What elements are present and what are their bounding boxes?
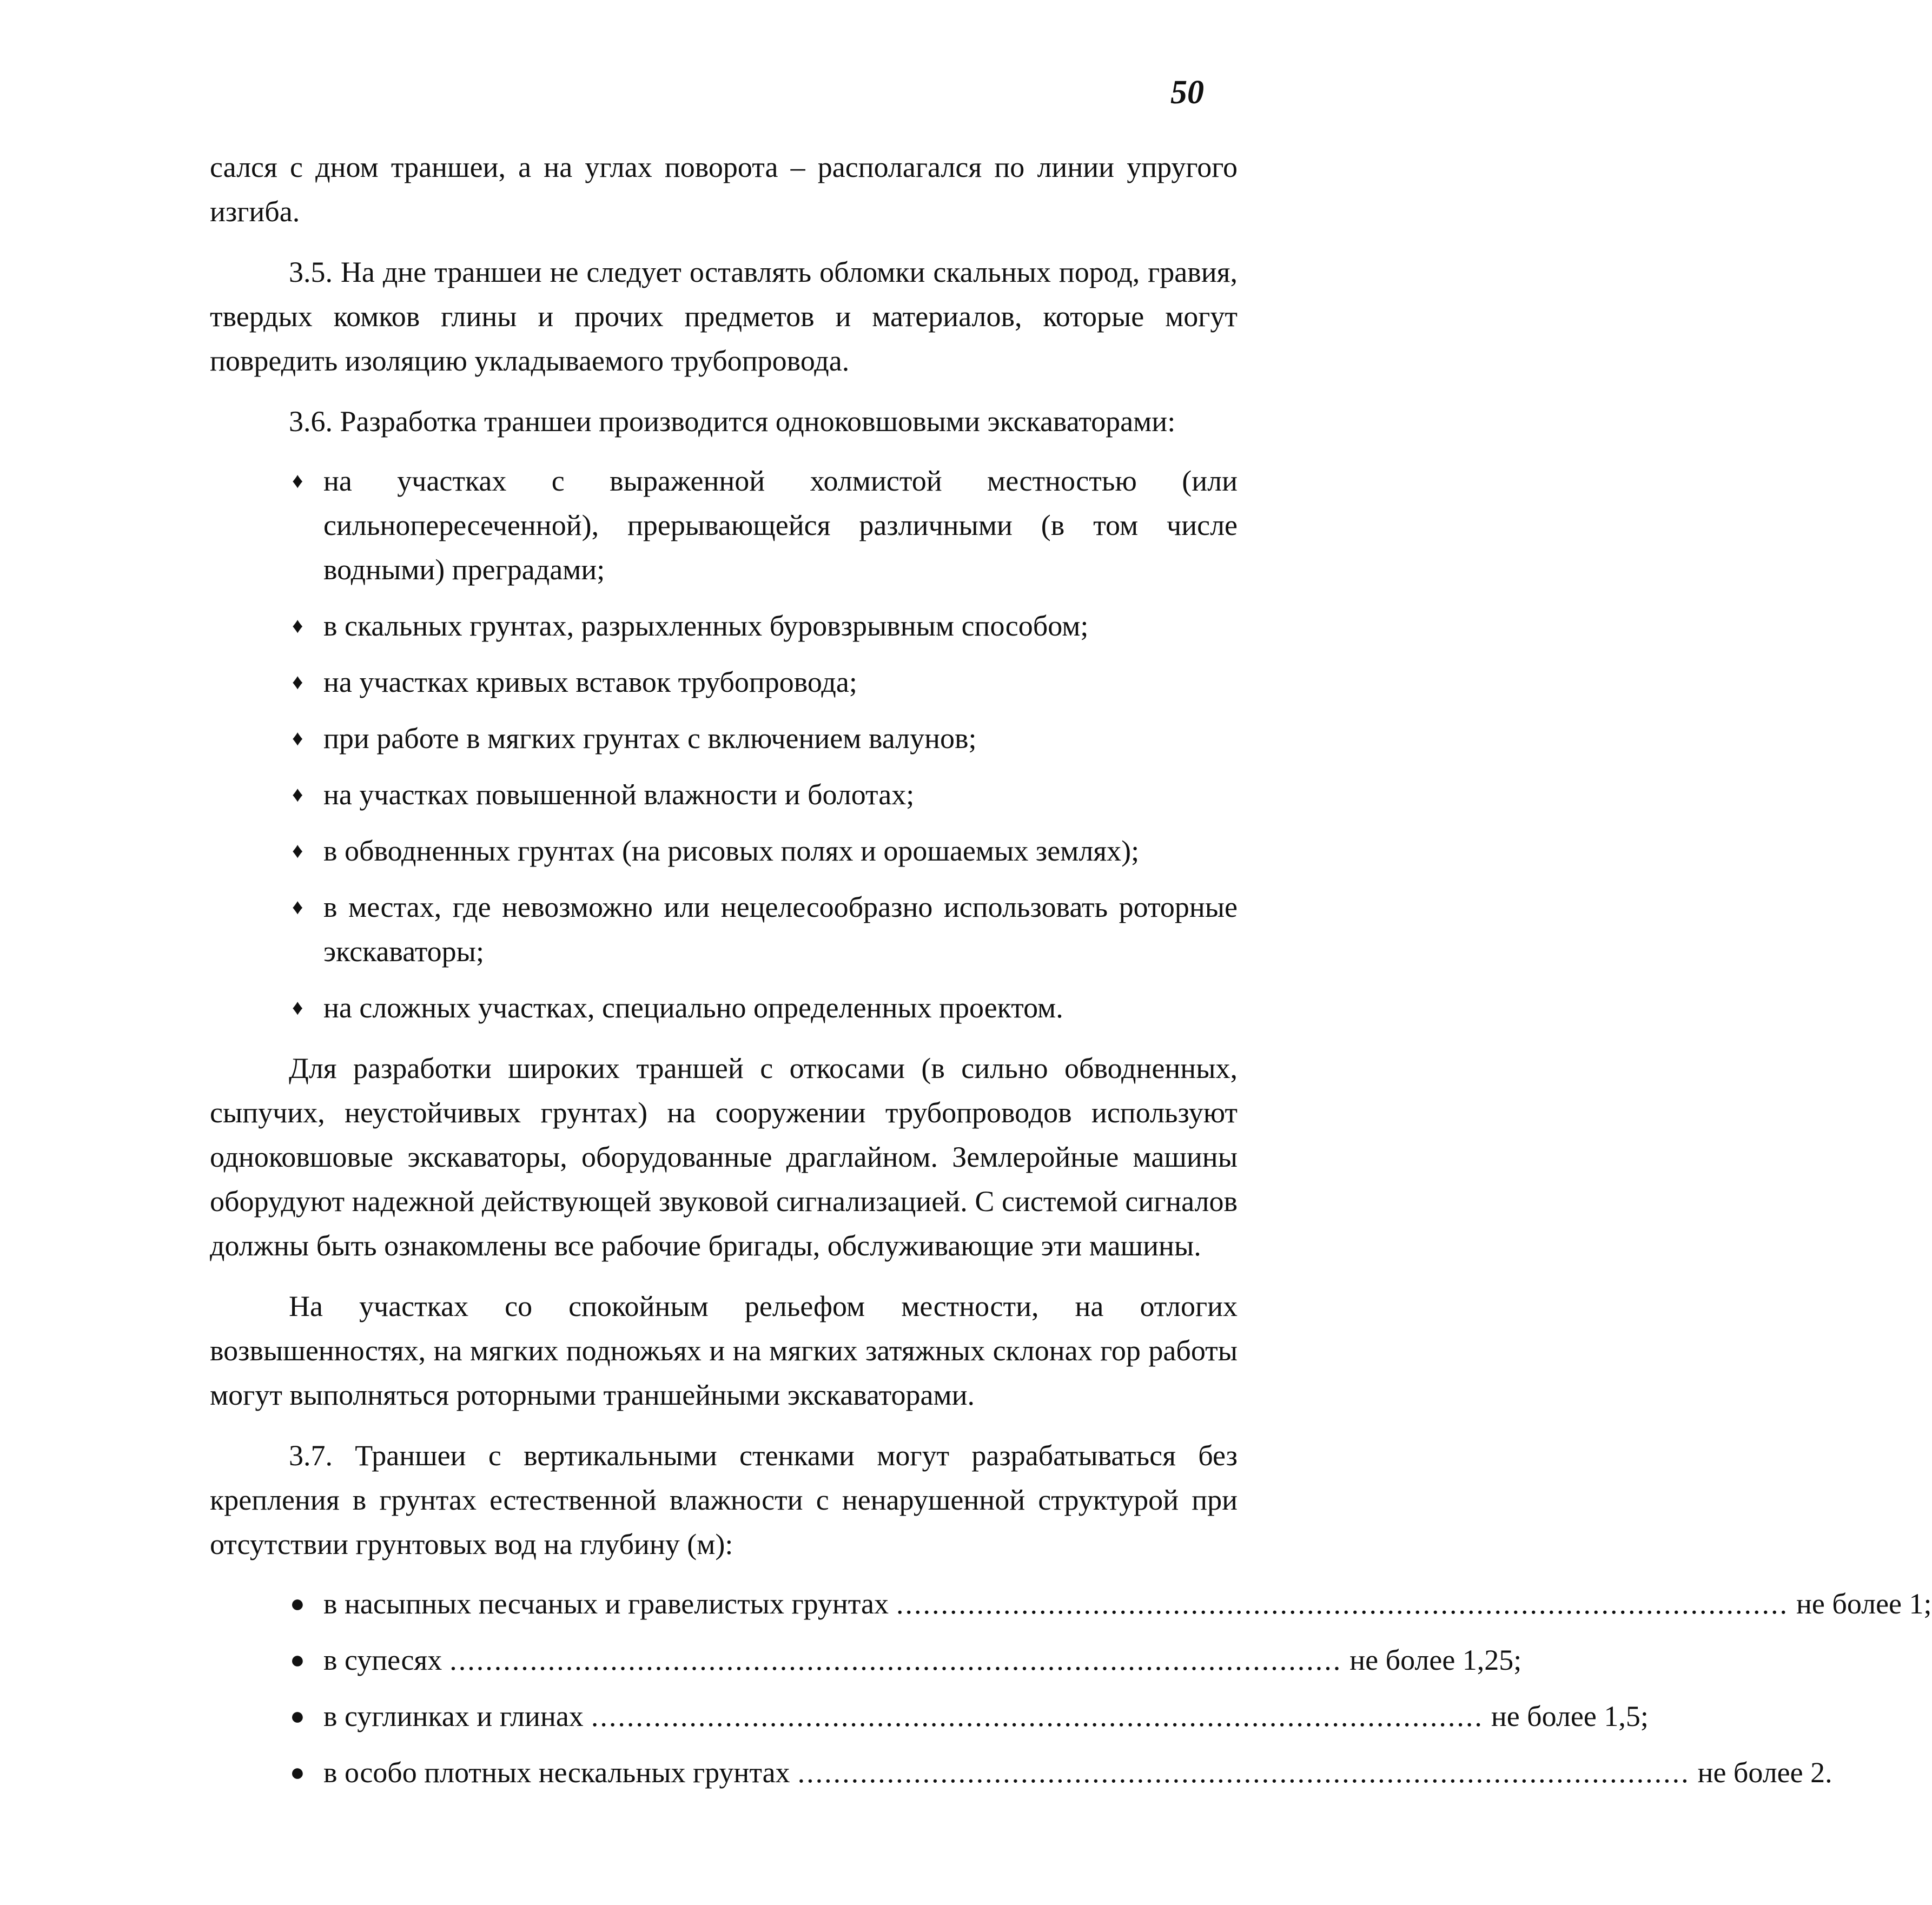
soil-type-label: в суглинках и глинах — [323, 1700, 584, 1732]
dot-bullet-icon: ● — [290, 1702, 305, 1730]
depth-list-item — [210, 1750, 1832, 1795]
depth-limit-value: не более 1,25; — [1349, 1644, 1522, 1676]
list-item — [210, 772, 1238, 817]
depth-list-item — [210, 1694, 1649, 1738]
list-item — [210, 660, 1238, 704]
diamond-bullet-icon: ♦ — [292, 782, 303, 806]
list-item — [210, 716, 1238, 760]
dot-leader: .................................................................................................... — [797, 1756, 1690, 1789]
list-item — [210, 829, 1238, 873]
wide-trenches-paragraph: Для разработки широких траншей с откосами (в сильно обводненных, сыпучих, неустойчивых грунтах) на сооружении трубопроводов используют одноковшовые экскаваторы, оборудованные драглайном. Землеройные машины оборудуют надежной действующей звуковой сигнализацией. С системой сигналов должны быть ознакомлены все рабочие бригады, обслуживающие эти машины. — [210, 1052, 1238, 1262]
depth-limit-value: не более 1,5; — [1491, 1700, 1649, 1732]
calm-relief-paragraph: На участках со спокойным рельефом местности, на отлогих возвышенностях, на мягких подножьях и на мягких затяжных склонах гор работы могут выполняться роторными траншейными экскаваторами. — [210, 1290, 1238, 1411]
dot-leader: .................................................................................................... — [449, 1644, 1342, 1676]
list-item-text: в скальных грунтах, разрыхленных буровзрывным способом; — [323, 610, 1089, 642]
list-item — [210, 459, 1238, 592]
diamond-bullet-icon: ♦ — [292, 838, 303, 863]
soil-type-label: в супесях — [323, 1644, 442, 1676]
dot-bullet-icon: ● — [290, 1590, 305, 1617]
list-item-text: в обводненных грунтах (на рисовых полях и орошаемых землях); — [323, 835, 1140, 867]
list-item — [210, 885, 1238, 974]
diamond-bullet-icon: ♦ — [292, 468, 303, 493]
list-item — [210, 985, 1238, 1030]
text-body — [210, 145, 1932, 1807]
dot-leader: .................................................................................................... — [896, 1588, 1789, 1620]
depth-limit-value: не более 1; — [1796, 1588, 1932, 1620]
section-3-6-intro: 3.6. Разработка траншеи производится одноковшовыми экскаваторами: — [289, 405, 1176, 438]
depth-list-item — [210, 1582, 1932, 1626]
soil-type-label: в особо плотных нескальных грунтах — [323, 1756, 790, 1789]
page-number: 50 — [1170, 74, 1204, 111]
dot-bullet-icon: ● — [290, 1758, 305, 1786]
trench-depth-list — [210, 1582, 1932, 1795]
list-item-text: на участках кривых вставок трубопровода; — [323, 666, 857, 698]
section-3-7-intro: 3.7. Траншеи с вертикальными стенками могут разрабатываться без крепления в грунтах естественной влажности с ненарушенной структурой при отсутствии грунтовых вод на глубину (м): — [210, 1439, 1238, 1560]
diamond-bullet-icon: ♦ — [292, 613, 303, 638]
diamond-bullet-icon: ♦ — [292, 995, 303, 1020]
list-item-text: на участках с выраженной холмистой местностью (или сильнопересеченной), прерывающейся различными (в том числе водными) преградами; — [323, 465, 1238, 586]
list-item-text: на сложных участках, специально определенных проектом. — [323, 991, 1063, 1024]
diamond-bullet-icon: ♦ — [292, 895, 303, 919]
list-item — [210, 604, 1238, 648]
continuation-paragraph: сался с дном траншеи, а на углах поворота – располагался по линии упругого изгиба. — [210, 151, 1238, 228]
dot-leader: .................................................................................................... — [591, 1700, 1484, 1732]
list-item-text: в местах, где невозможно или нецелесообразно использовать роторные экскаваторы; — [323, 891, 1238, 968]
soil-type-label: в насыпных песчаных и гравелистых грунтах — [323, 1588, 889, 1620]
dot-bullet-icon: ● — [290, 1646, 305, 1674]
depth-list-item — [210, 1638, 1522, 1682]
diamond-bullet-icon: ♦ — [292, 670, 303, 694]
diamond-bullet-icon: ♦ — [292, 726, 303, 750]
depth-limit-value: не более 2. — [1697, 1756, 1832, 1789]
excavation-conditions-list — [210, 459, 1238, 1030]
section-3-5-paragraph: 3.5. На дне траншеи не следует оставлять обломки скальных пород, гравия, твердых комков глины и прочих предметов и материалов, которые могут повредить изоляцию укладываемого трубопровода. — [210, 256, 1238, 377]
list-item-text: при работе в мягких грунтах с включением валунов; — [323, 722, 977, 755]
list-item-text: на участках повышенной влажности и болотах; — [323, 778, 915, 811]
